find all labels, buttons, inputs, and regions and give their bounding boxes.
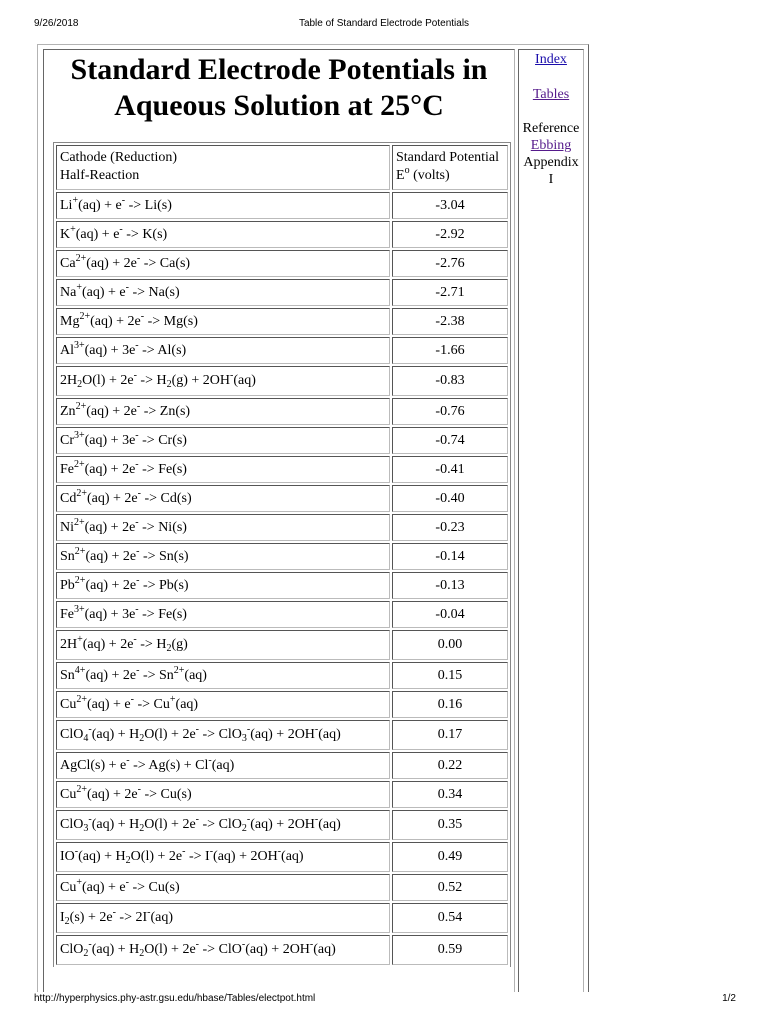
standard-potential-cell: 0.15 bbox=[392, 662, 508, 689]
table-row bbox=[56, 630, 508, 660]
half-reaction-cell: Na+(aq) + e- -> Na(s) bbox=[56, 279, 390, 306]
standard-potential-cell: 0.54 bbox=[392, 903, 508, 933]
half-reaction-cell: $Ni^{2+}(aq) + 2e^- -> Ni(s)$ bbox=[56, 514, 390, 541]
standard-potential-cell: -0.83 bbox=[392, 366, 508, 396]
standard-potential-cell: -0.74 bbox=[392, 427, 508, 454]
table-row bbox=[56, 456, 508, 483]
standard-potential-cell: -2.92 bbox=[392, 221, 508, 248]
sidebar-cell bbox=[518, 49, 584, 992]
header-potential-line1: Standard Potential bbox=[396, 150, 500, 165]
half-reaction-cell: $Al^{3+}(aq) + 3e^- -> Al(s)$ bbox=[56, 337, 390, 364]
half-reaction-cell: $Mg^{2+}(aq) + 2e^- -> Mg(s)$ bbox=[56, 308, 390, 335]
standard-potential-cell: -0.40 bbox=[392, 485, 508, 512]
table-row bbox=[56, 337, 508, 364]
table-row bbox=[56, 842, 508, 872]
standard-potential-cell: 0.52 bbox=[392, 874, 508, 901]
page-title-line1: Standard Electrode Potentials in bbox=[70, 53, 488, 86]
table-row bbox=[56, 601, 508, 628]
table-row bbox=[56, 543, 508, 570]
half-reaction-cell: $IO^-(aq) + H_2O(l) + 2e^- -> I^-(aq) + 2OH^-(aq)$ bbox=[56, 842, 390, 872]
half-reaction-cell: $Fe^{3+}(aq) + 3e^- -> Fe(s)$ bbox=[56, 601, 390, 628]
table-row bbox=[56, 514, 508, 541]
header-potential bbox=[392, 145, 508, 190]
standard-potential-cell: -1.66 bbox=[392, 337, 508, 364]
print-footer-url: http://hyperphysics.phy-astr.gsu.edu/hbase/Tables/electpot.html bbox=[34, 993, 316, 1004]
half-reaction-cell: $Sn^{4+}(aq) + 2e^- -> Sn^{2+}(aq)$ bbox=[56, 662, 390, 689]
standard-potential-cell: 0.00 bbox=[392, 630, 508, 660]
standard-potential-cell: 0.59 bbox=[392, 935, 508, 965]
reference-label: Reference bbox=[522, 121, 580, 136]
print-page-number: 1/2 bbox=[722, 993, 736, 1004]
appendix-value: I bbox=[548, 172, 554, 187]
table-row bbox=[56, 752, 508, 779]
standard-potential-cell: 0.16 bbox=[392, 691, 508, 718]
table-row bbox=[56, 935, 508, 965]
half-reaction-cell: $Pb^{2+}(aq) + 2e^- -> Pb(s)$ bbox=[56, 572, 390, 599]
index-link[interactable]: Index bbox=[535, 52, 567, 67]
half-reaction-cell: $Ca^{2+}(aq) + 2e^- -> Ca(s)$ bbox=[56, 250, 390, 277]
standard-potential-cell: 0.35 bbox=[392, 810, 508, 840]
standard-potential-cell: -2.38 bbox=[392, 308, 508, 335]
header-potential-unit: (volts) bbox=[413, 168, 450, 183]
table-header-row bbox=[56, 145, 508, 190]
table-row bbox=[56, 874, 508, 901]
half-reaction-cell: $ClO_3^-(aq) + H_2O(l) + 2e^- -> ClO_2^-(aq) + 2OH^-(aq)$ bbox=[56, 810, 390, 840]
half-reaction-cell: $Cu^{2+}(aq) + 2e^- -> Cu(s)$ bbox=[56, 781, 390, 808]
table-row bbox=[56, 366, 508, 396]
header-reaction bbox=[56, 145, 390, 190]
table-row bbox=[56, 662, 508, 689]
standard-potential-cell: 0.17 bbox=[392, 720, 508, 750]
standard-potential-cell: -0.23 bbox=[392, 514, 508, 541]
reference-block bbox=[519, 120, 583, 188]
half-reaction-cell: $Cu^{2+}(aq) + e^- -> Cu^+(aq)$ bbox=[56, 691, 390, 718]
half-reaction-cell: $2H^+(aq) + 2e^- -> H_2(g)$ bbox=[56, 630, 390, 660]
standard-potential-cell: -0.41 bbox=[392, 456, 508, 483]
half-reaction-cell: $ClO_2^-(aq) + H_2O(l) + 2e^- -> ClO^-(aq) + 2OH^-(aq)$ bbox=[56, 935, 390, 965]
half-reaction-cell: $Sn^{2+}(aq) + 2e^- -> Sn(s)$ bbox=[56, 543, 390, 570]
half-reaction-cell: Li+(aq) + e- -> Li(s) bbox=[56, 192, 390, 219]
table-row bbox=[56, 572, 508, 599]
half-reaction-cell: AgCl(s) + e- -> Ag(s) + Cl-(aq) bbox=[56, 752, 390, 779]
table-row bbox=[56, 903, 508, 933]
table-row bbox=[56, 781, 508, 808]
standard-potential-cell: -2.71 bbox=[392, 279, 508, 306]
table-row bbox=[56, 810, 508, 840]
header-reaction-line1: Cathode (Reduction) bbox=[60, 150, 178, 165]
half-reaction-cell: K+(aq) + e- -> K(s) bbox=[56, 221, 390, 248]
half-reaction-cell: $I_2(s) + 2e^- -> 2I^-(aq)$ bbox=[56, 903, 390, 933]
standard-potential-cell: 0.34 bbox=[392, 781, 508, 808]
page-break-mask bbox=[53, 975, 511, 992]
table-row bbox=[56, 398, 508, 425]
table-row bbox=[56, 221, 508, 248]
standard-potential-cell: -3.04 bbox=[392, 192, 508, 219]
half-reaction-cell: $Cd^{2+}(aq) + 2e^- -> Cd(s)$ bbox=[56, 485, 390, 512]
half-reaction-cell: $ClO_4^-(aq) + H_2O(l) + 2e^- -> ClO_3^-(aq) + 2OH^-(aq)$ bbox=[56, 720, 390, 750]
tables-link[interactable]: Tables bbox=[532, 87, 570, 102]
half-reaction-cell: $Cr^{3+}(aq) + 3e^- -> Cr(s)$ bbox=[56, 427, 390, 454]
ebbing-link[interactable]: Ebbing bbox=[530, 138, 572, 153]
page-title-line2: Aqueous Solution at 25°C bbox=[114, 89, 444, 122]
page-title bbox=[44, 52, 514, 124]
header-potential-sup: o bbox=[404, 165, 410, 176]
table-row bbox=[56, 485, 508, 512]
standard-potential-cell: -0.04 bbox=[392, 601, 508, 628]
table-row bbox=[56, 427, 508, 454]
table-row bbox=[56, 192, 508, 219]
table-row bbox=[56, 250, 508, 277]
print-date: 9/26/2018 bbox=[34, 18, 79, 29]
header-potential-symbol: E bbox=[396, 168, 405, 183]
half-reaction-cell: Cu+(aq) + e- -> Cu(s) bbox=[56, 874, 390, 901]
table-row bbox=[56, 691, 508, 718]
table-row bbox=[56, 720, 508, 750]
header-reaction-line2: Half-Reaction bbox=[60, 168, 140, 183]
standard-potential-cell: 0.49 bbox=[392, 842, 508, 872]
standard-potential-cell: 0.22 bbox=[392, 752, 508, 779]
half-reaction-cell: $Zn^{2+}(aq) + 2e^- -> Zn(s)$ bbox=[56, 398, 390, 425]
half-reaction-cell: $Fe^{2+}(aq) + 2e^- -> Fe(s)$ bbox=[56, 456, 390, 483]
standard-potential-cell: -2.76 bbox=[392, 250, 508, 277]
half-reaction-cell: $2H_2O(l) + 2e^- -> H_2(g) + 2OH^-(aq)$ bbox=[56, 366, 390, 396]
standard-potential-cell: -0.13 bbox=[392, 572, 508, 599]
appendix-label: Appendix bbox=[523, 155, 579, 170]
table-row bbox=[56, 279, 508, 306]
electrode-potential-table bbox=[53, 142, 511, 967]
table-row bbox=[56, 308, 508, 335]
standard-potential-cell: -0.76 bbox=[392, 398, 508, 425]
print-header-title: Table of Standard Electrode Potentials bbox=[298, 18, 470, 29]
standard-potential-cell: -0.14 bbox=[392, 543, 508, 570]
